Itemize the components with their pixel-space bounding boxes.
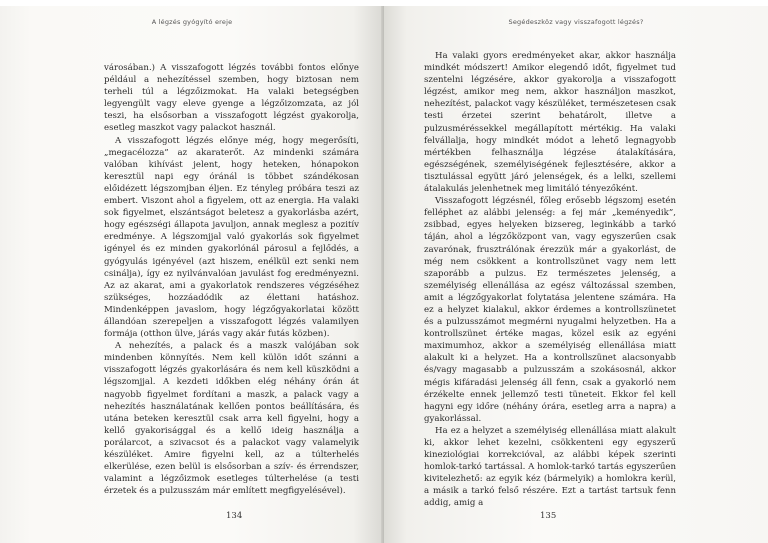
paragraph: Ha ez a helyzet a személyiség ellenállása miatt alakult ki, akkor lehet kezelni, csökkenteni egy egyszerű kineziológiai korrekcióval, az alábbi képek szerinti homlok-tarkó tartással. A homlok-tarkó tartás egyszerűen kivitelezhető: az egyik kéz (bármelyik) a homlokra kerül, a másik a tarkó felső részére. Ezt a tartást tartsuk fenn addig, amig a	[424, 425, 676, 509]
left-page	[0, 6, 384, 543]
running-head: A légzés gyógyító ereje	[151, 18, 233, 26]
right-page	[384, 6, 768, 543]
paragraph: A nehezítés, a palack és a maszk valójában sok mindenben könnyítés. Nem kell külön időt szánni a visszafogott légzés gyakorlására és nem kell küszködni a légszomjjal. A kezdeti időkben elég néhány órán át nagyobb figyelmet fordítani a maszk, a palack vagy a nehezítés használatának kellően pontos beállítására, és utána beteken keresztül csak arra kell figyelni, hogy a kellő gyakorisággal és a kellő ideig használja a porálarcot, a szivacsot és a palackot vagy valamelyik készüléket. Amire figyelni kell, az a túlterhelés elkerülése, ezen belül is elsősorban a szív- és érrendszer, valamint a légzőizmok esetleges túlterhelése (a testi érzetek és a pulzusszám már említett megfigyelésével).	[104, 341, 359, 497]
paragraph: A visszafogott légzés előnye még, hogy megerősíti, „megacélozza” az akaraterőt. Az mindenki számára valóban kihívást jelent, hogy heteken, hónapokon keresztül napi egy óránál is többet szándékosan előidézett légszomjban éljen. Ez tényleg próbára teszi az embert. Viszont ahol a figyelem, ott az energia. Ha valaki sok figyelmet, elszántságot beletesz a gyakorlásba azért, hogy egészségi állapota javuljon, annak meglesz a pozitív eredménye. A légszomjjal való gyakorlás sok figyelmet igényel és ez minden gyakorlónál párosul a fejlődés, a gyógyulás igényével (azt hiszem, enélkül ezt senki nem csinálja), így ez nyilvánvalóan javulást fog eredményezni. Az az akarat, ami a gyakorlatok rendszeres végzéséhez szükséges, hozzáadódik az élettani hatáshoz. Mindenképpen javaslom, hogy légzőgyakorlatai között állandóan szerepeljen a visszafogott légzés valamilyen formája (otthon ülve, járás vagy akár futás közben).	[104, 135, 359, 340]
running-head: Segédeszköz vagy visszafogott légzés?	[508, 18, 644, 26]
paragraph: Visszafogott légzésnél, főleg erősebb légszomj esetén felléphet az alábbi jelenség: a fej már „keményedik”, zsibbad, egyes helyeken bizsereg, leginkább a tarkó táján, ahol a légzőközpont van, vagy egyszerűen csak zavarónak, frusztrálónak érezzük már a gyakorlást, de még nem csökkent a kontrollszünet vagy nem lett szaporább a pulzus. Ez természetes jelenség, a személyiség ellenállása az egész változással szemben, amit a légzőgyakorlat folytatása jelentene számára. Ha ez a helyzet kialakul, akkor érdemes a kontrollszünetet és a pulzusszámot megmérni nyugalmi helyzetben. Ha a kontrollszünet értéke magas, közel esik az egyéni maximumhoz, akkor a személyiség ellenállása miatt alakult ki a helyzet. Ha a kontrollszünet alacsonyabb és/vagy magasabb a pulzusszám a szokásosnál, akkor mégis kifáradási jelenség áll fenn, csak a gyakorló nem érzékelte ennek jellemző testi tüneteit. Ekkor fel kell hagyni egy időre (néhány órára, esetleg arra a napra) a gyakorlással.	[424, 196, 676, 424]
page-number: 134	[226, 511, 243, 521]
page-number: 135	[540, 511, 557, 521]
body-text	[104, 62, 359, 497]
paragraph: Ha valaki gyors eredményeket akar, akkor használja mindkét módszert! Amikor elegendő időt, figyelmet tud szentelni légzésére, akkor gyakorolja a visszafogott légzést, amikor meg nem, akkor használjon maszkot, nehezítést, palackot vagy készüléket, természetesen csak testi érzetei szerint behatárolt, illetve a pulzusméréssekkel megállapított mértékig. Ha valaki felvállalja, hogy mindkét módot a lehető legnagyobb mértékben felhasználja légzése átalakítására, egészségének, személyiségének fejlesztésére, akkor a tisztulással együtt járó jelenségek, és a lelki, szellemi átalakulás jelenhetnek meg limitáló tényezőként.	[424, 51, 676, 195]
paragraph: városában.) A visszafogott légzés további fontos előnye például a nehezítéssel szemben, hogy biztosan nem terheli túl a légzőizmokat. Ha valaki betegségben legyengült vagy eleve gyenge a légzőizomzata, az jól teszi, ha elsősorban a visszafogott légzést gyakorolja, esetleg maszkot vagy palackot használ.	[104, 63, 359, 134]
body-text	[424, 50, 676, 510]
